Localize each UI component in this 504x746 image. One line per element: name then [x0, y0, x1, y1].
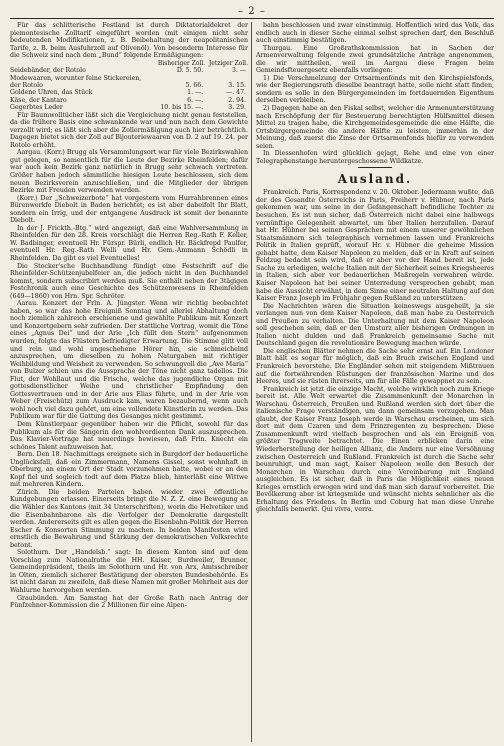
left-paragraph-concert-thanks: Dem Künstlerpaar gegenüber haben wir die Pflicht, sowohl für das Publikum als für die Sängerin den wohlverdienten Dank auszusprechen. Das Klavier-Vortrage hat neuerdings bewiesen, daß Frln. Knecht ein schönes Talent aufzuweisen hat.	[10, 421, 248, 451]
right-paragraph-diessenhofen: In Diessenhofen wird glücklich gejagt, Rehe und eine von einer Telegraphenstange heruntergeschossene Wildkatze.	[256, 150, 494, 165]
right-paragraph-thurgau-point-2: 2) Dagegen habe an den Fiskal selbst, welcher die Armenunterstützung nach Erschöpfung der für Besteuerung berechtigten Hülfsmittel diesen Mittel zu tragen habe, die Kirchgemeindesgemeinde die eine Hälfte, die Ortsbürgergemeinde die andere Hälfte zu leisten, immerhin in der Meinung, daß zuerst die Zinse der Ortsarmenfonds hiefür zu verwenden seien.	[256, 105, 494, 150]
left-paragraph-aarau-concert: Aarau. Konzert der Frln. A. Jüngster. Wenn wir richtig beobachtet haben, so war das hohe Ereigniß Sonntag und allerlei Abhaltung doch noch ziemlich zahlreich erschienene und gewählte Publikum mit Konzert und Konzertgebern sehr zufrieden. Der stattliche Vortrag, womit die Töne eines „Agnus Dei“ und der Arie „Ich füllt den Stern“ aufgenommen wurden, folgte das Flüstern befriedigter Erwartung. Die Stimme glitt voll und rein und wohl ungeschehene Hörer hin, sie schmeichelnd anzusprechen, um dieselben zu hohen Naturgaben mit richtiger Weihbildung und Weisheit zu verwenden. So schwungvoll die „Ave Maria“ von Bulzer schien uns die Aussprache der Töne nicht ganz tadellos. Die Flut, der Wohllaut und die Frische, welche das jugendliche Organ mit gottesdienstlicher Weihe und christlicher Empfindung den Gottesvertrauen und in der Arie aus Elias führte, und in der Arie von Weber (Freischütz) zum Ausdruck kam, waren bezaubernd, wenn auch wohl noch viel dazu gehört, um eine vollendete Künstlerin zu werden. Das Publikum war für die Gattung des Gesanges nicht gestimmt.	[10, 300, 248, 421]
left-paragraph-graubuenden: Graubünden. Am Samstag hat der Große Rath nach Antrag der Fünfzehner-Kommission die 2 Millionen für eine Alpen-	[10, 594, 248, 610]
right-column	[256, 22, 494, 742]
tariff-item: Käse, der Kantaro	[10, 96, 67, 104]
table-row	[10, 67, 248, 74]
tariff-item: Gegerbtes Leder	[10, 104, 63, 112]
right-paragraph-thurgau: Thurgau. Eine Großrathskommission hat in Sachen der Armenverwaltung folgende zwei grundsätzliche Anträge angenommen, die wir mittheilen, weil im Aargau diese Fragen beim Gemeindsfteuergesetz ebenfalls vorliegen:	[256, 44, 494, 75]
table-row	[10, 75, 248, 82]
left-paragraph-bern-accident: Bern. Den 18. Nachmittags ereignete sich in Burgdorf der bedauerliche Unglücksfall, daß ein Zimmermann, Namens Gissel, sonst wohnhaft in Oberburg, an einem Ort der Stadt vorzunehmen hatte, wobei er an den Kopf fiel und sogleich todt auf dem Platze blieb, hinterläßt eine Wittwe mit mehreren Kindern.	[10, 451, 248, 489]
tariff-new: 3. 29.	[228, 104, 246, 112]
tariff-item: Goldene Uhren, das Stück	[10, 89, 93, 97]
left-paragraph-festschrift: Die Stocker'sche Buchhandlung fündigt eine Festschrift auf die Rheinfelder-Schützenjubelfeier an, die jedoch nicht in den Buchhandel kommt, sondern subscribirt werden muß. Sie enthält neben der 3tägigen Festchronik auch eine Geschichte des Schützenwesens in Rheinfelden (649—1860) von Hrn. Spr. Schröter.	[10, 262, 248, 300]
tariff-old: 10. bis 15. —.	[160, 104, 204, 112]
left-paragraph-aargau-brugg: Aargau. (Korr.) Brugg als Versammlungsort war für viele Bezirkswahlen gut gelegen, so namentlich für die Leute der Bezirke Rheinfelden; dafür war auch kein Bezirk ganz natürlich in Brugg sehr schwach vertreten. Größer haben jedoch sämmtliche hiesigen Leute beschlossen, sich dem neuen Bezirksverein anzuschließen, und die Mitglieder der übrigen Bezirke mit Freuden verwenden werden.	[10, 149, 248, 195]
section-divider	[358, 167, 392, 168]
tariff-old	[153, 75, 205, 82]
right-paragraph-warsaw: Frankreich ist jetzt die einzige Macht, welche wirklich noch zum Kriege bereit ist. Alle Welt erwartet die Zusammenkunft der Monarchen in Warschau. Österreich, Preußen und Rußland werden sich dort über die italienische Frage verständigen, um dann gemeinsam vorzugehen. Man glaubt, der Kaiser Franz Joseph werde in Warschau erscheinen, um sich dort mit dem Czaren und dem Prinzregenten zu besprechen. Diese Zusammenkunft wird vielfach besprochen und als ein Ereigniß von größter Tragweite betrachtet. Die Einen erblicken darin eine Wiederherstellung der heiligen Allianz, die Andern nur eine Versöhnung zwischen Oesterreich und Rußland. Frankreich ist durch die Sache sehr beunruhigt, und man sagt, Kaiser Napoleon wolle den Besuch der Monarchen in Warschau durch eine Vereinbarung mit England ausgleichen. Es ist sicher, daß in Paris die Möglichkeit eines neuen Krieges ernstlich erwogen wird und daß man sich darauf vorbereitet. Die Bevölkerung aber ist kriegsmüde und wünscht nichts sehnlicher als die Erhaltung des Friedens. In Berlin und Coburg hat man diese Unruhe gleichfalls bemerkt. Qui vivra, verra.	[256, 385, 494, 514]
tariff-old: D. 5. 50.	[176, 67, 204, 75]
right-paragraph-alpine-railway: bahn beschlossen und zwar einstimmig. Hoffentlich wird das Volk, das endlich auch in dieser Sache einmal selbst sprechen darf, den Beschluß auch einstimmig bestätigen.	[256, 22, 494, 45]
right-paragraph-thurgau-point-1: 1) Die Verschmelzung der Ortsarmenfonds mit den Kirchspielsfonds, wie der Regierungsrath dieselbe beantragt hatte, solle nicht statt finden, sondern es solle in den Bürgergemeinden im fortdauernden Eigenthum derselben verbleiben.	[256, 74, 494, 105]
section-title-ausland: Ausland.	[337, 172, 413, 187]
left-paragraph-zurich: Zürich. Die beiden Parteien haben wieder zwei öffentliche Kundgebungen erlassen. Einerseits bringt die N. Z. Z. eine Bewegung an die Wähler des Kantons (mit 34 Unterschriften), worin die Helvetiker und die Eisenbahnbarone als die Verfolger der Demokratie dargestellt werden. Andererseits gilt es allen gegen die Eisenbahn-Politik der Herren Escher & Konsorten Stimmung zu machen. In beiden Manifesten wird ernstlich die Bewahrung und Stärkung der demokratischen Volksrechte betont.	[10, 488, 248, 549]
page-number: – 2 –	[238, 6, 266, 17]
left-paragraph-tariff-intro: Für das schlitterische Festland ist durch Diktatorialdekret der piemontesische Zolltarif eingeführt worden (mit einigen nicht sehr bedeutenden Modifikationen, z. B. Beibehaltung der neapolitanischen Tarife, z. B. beim Ausfuhrzoll auf Olivenöl). Von besonderm Interesse für die Schweiz sind nach dem „Bund“ folgende Ermäßigungen:	[10, 22, 248, 60]
tariff-item: Modewaaren, worunter feine Stickereien,	[10, 74, 142, 82]
tariff-table-header	[10, 60, 248, 67]
left-column	[10, 22, 248, 742]
tariff-new: —. 47.	[226, 89, 246, 97]
left-paragraph-aargau-diebolt: (Korr.) Der „Schweizerbote“ hat vorgestern vom Hurrahbrennen eines Bürenwerkfe Diebolt in Baden berichtet; es ist aber dabeifolt Ihr Blatt, sondern ein Irrig, und der entgangene Ausdruck ist somit der benannte Diebolt.	[10, 194, 248, 225]
tariff-new: 2. 94.	[228, 96, 246, 104]
table-row	[10, 82, 248, 89]
table-row	[10, 104, 248, 111]
tariff-item: Seidebänder, der Rotolo	[10, 67, 86, 75]
left-paragraph-solothurn: Solothurn. Der „Handelsb.“ sagt: In diesem Kanton sind auf dem Vorschlag zum Nationalrathe die HH. Kaiser, Burdweiler, Brunner, Gemeindepräsident, theils im Solothurn und Hr. von Arx, Amtsschreiber in Olten, ziemlich sicherer Bestätigung der obersten Bundesbehörde. Es ist nicht daran zu zweifeln, daß diese Namen mit großer Mehrheit aus der Wahlurne hervorgehen werden.	[10, 549, 248, 595]
tariff-new	[205, 75, 248, 82]
tariff-item: der Rotolo	[10, 81, 43, 89]
table-row	[10, 89, 248, 96]
tariff-old: 6. —.	[187, 96, 204, 104]
tariff-old: 5. 66.	[185, 81, 204, 89]
column-divider	[251, 22, 252, 742]
right-paragraph-english-papers: Die englischen Blätter nehmen die Sache sehr ernst auf. Ein Londoner Blatt hält es sogar für möglich, daß ein Bruch zwischen England und Frankreich bevorstehe. Die Engländer sehen mit steigendem Mißtrauen auf die fortwährenden Rüstungen der französischen Marine und des Heeres, und sie rüsten ihrerseits, um für alle Fälle gewappnet zu sein.	[256, 347, 494, 386]
tariff-header-old: Bisheriger Zoll.	[157, 59, 206, 67]
table-row	[10, 97, 248, 104]
left-paragraph-cotton: Für Baumwolltücher läßt sich die Vergleichung nicht genau feststellen, da die frühere Basis eine schwankende war und nun nach dem Gewichte verzollt wird; es läßt sich aber die Zollermäßigung auch hier beträchtlich. Dagegen bietet sich der Zoll auf Bijouteriewaaren von D. 2 auf 19. 24. per Rotolo erhöht.	[10, 111, 248, 149]
tariff-header-new: Jetziger Zoll.	[208, 59, 248, 67]
right-paragraph-france: Frankreich. Paris, Korrespondenz v. 20. Oktober. Jedermann wußte, daß der des Gesandte Österreichs in Paris, Freiherr v. Hübner, nach Paris gekommen war, um seine in der Gefangenschaft befindliche Tochter zu besuchen. Es ist nun sicher, daß Österreich nicht dabei eine halbwegs vernünftige Gelegenheit abwartet, um über Italien herzufallen. Darauf hat Hr. Hübner bei seinen Gesprächen mit einem unserer gewöhnlichen Staatsmännern sich telegraphisch vernehmen lassen und Frankreichs Politik in Italien geprüft, worauf Hr. v. Hübner die geheime Mission gehabt hatte, dem Kaiser Napoleon zu melden, daß er in Kraft auf seinen Feldzug bedacht sein wird, daß er aber vor der Hand bereit ist, jede Sache zu erledigen, welche Italien mit der Sicherheit seines Kriegsheeres in Italien, sich aber vor bedauerlichen Maßregeln verwahren würde. Kaiser Napoleon hat bei seiner Unterredung versprochen gehabt, man habe die Aussicht erwähnt, in dem Sinne einer neutralen Haltung auf den Kaiser Franz Joseph im Frühjahr gegen Rußland zu unterstützen.	[256, 189, 494, 303]
tariff-old: 1. —.	[187, 89, 204, 97]
right-paragraph-news: Die Nachrichten wären die Situation keineswegs ausgeheilt, ja sie verlangen nun von dem Kaiser Napoleon, daß man habe zu Oesterreich und Preußen zu verhalten. Die Unterhaltung mit dem Kaiser Napoleon soll geschehen sein, daß er den Umsturz aller bisherigen Ordnungen in Italien nicht dulden und daß Frankreich gemeinsame Sache mit Deutschland gegen die revolutionäre Bewegung machen würde.	[256, 302, 494, 348]
header-rule	[10, 18, 494, 19]
tariff-new: 3. 15.	[228, 81, 246, 89]
left-paragraph-rheinfelden-election: In der J. Frickth.-Btg.“ wird angezeigt, daß eine Wahlversammlung in Rheinfelden für den 28. Kreis vorschlägt die Herren Reg.-Rath F. Keller, W. Badbinger, eventuell Hr. Fürspr. Bürli, endlich Hr. Bäckfrepd Paulfer, eventuell Hr. Reg.-Rath Welli und Hr. Gem.-Ammann Schödli in Rheinfelden. Da gibt es viel Eventuelles!	[10, 224, 248, 262]
tariff-table	[10, 60, 248, 112]
tariff-new: 3. —	[231, 67, 246, 75]
